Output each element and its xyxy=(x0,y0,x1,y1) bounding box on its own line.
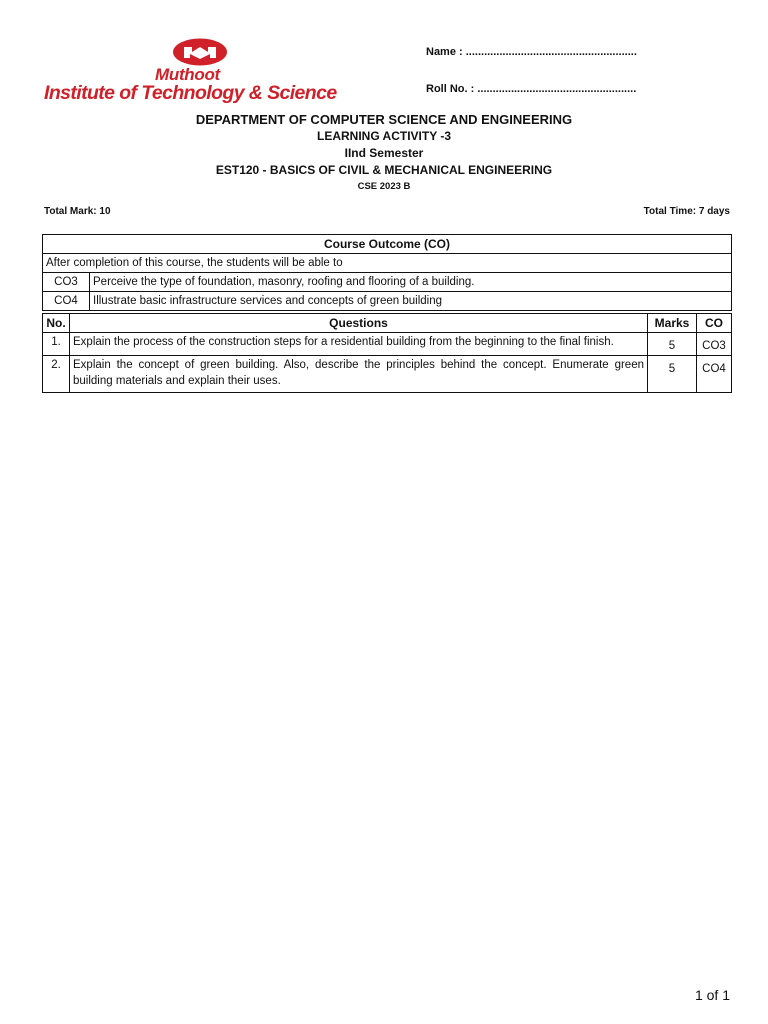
co-table-title: Course Outcome (CO) xyxy=(43,235,732,254)
question-number: 1. xyxy=(43,333,70,356)
question-row xyxy=(43,333,732,356)
course-outcome-table xyxy=(42,234,732,311)
question-text: Explain the concept of green building. Also, describe the principles behind the concept. Enumerate green building materials and explain their uses. xyxy=(70,356,648,393)
co-description: Perceive the type of foundation, masonry, roofing and flooring of a building. xyxy=(90,273,732,292)
col-header-co: CO xyxy=(697,314,732,333)
activity-title: LEARNING ACTIVITY -3 xyxy=(316,129,451,143)
question-co: CO3 xyxy=(697,333,732,356)
question-co: CO4 xyxy=(697,356,732,393)
co-table-header-row xyxy=(43,235,732,254)
institute-logo xyxy=(44,38,354,104)
name-field: Name : ........................................................ xyxy=(426,46,637,58)
co-description: Illustrate basic infrastructure services and concepts of green building xyxy=(90,292,732,311)
question-marks: 5 xyxy=(648,333,697,356)
co-row xyxy=(43,292,732,311)
col-header-no: No. xyxy=(43,314,70,333)
department-title: DEPARTMENT OF COMPUTER SCIENCE AND ENGINEERING xyxy=(195,112,573,127)
roll-number-field: Roll No. : .................................................... xyxy=(426,83,637,95)
co-intro-row xyxy=(43,254,732,273)
semester-title: IInd Semester xyxy=(344,146,424,160)
question-row xyxy=(43,356,732,393)
page-number: 1 of 1 xyxy=(694,987,730,1003)
col-header-questions: Questions xyxy=(70,314,648,333)
questions-header-row xyxy=(43,314,732,333)
co-intro-text: After completion of this course, the students will be able to xyxy=(43,254,732,273)
questions-table xyxy=(42,313,732,393)
question-text: Explain the process of the construction steps for a residential building from the beginning to the final finish. xyxy=(70,333,648,356)
co-row xyxy=(43,273,732,292)
logo-text-line1: Muthoot xyxy=(155,65,220,84)
co-code: CO4 xyxy=(43,292,90,311)
col-header-marks: Marks xyxy=(648,314,697,333)
co-code: CO3 xyxy=(43,273,90,292)
total-time: Total Time: 7 days xyxy=(643,206,730,217)
logo-text-line2: Institute of Technology & Science xyxy=(44,82,337,104)
question-marks: 5 xyxy=(648,356,697,393)
question-number: 2. xyxy=(43,356,70,393)
logo-emblem-icon xyxy=(172,38,228,66)
total-mark: Total Mark: 10 xyxy=(44,206,111,217)
course-title: EST120 - BASICS OF CIVIL & MECHANICAL ENGINEERING xyxy=(215,163,553,177)
batch-title: CSE 2023 B xyxy=(357,181,411,192)
